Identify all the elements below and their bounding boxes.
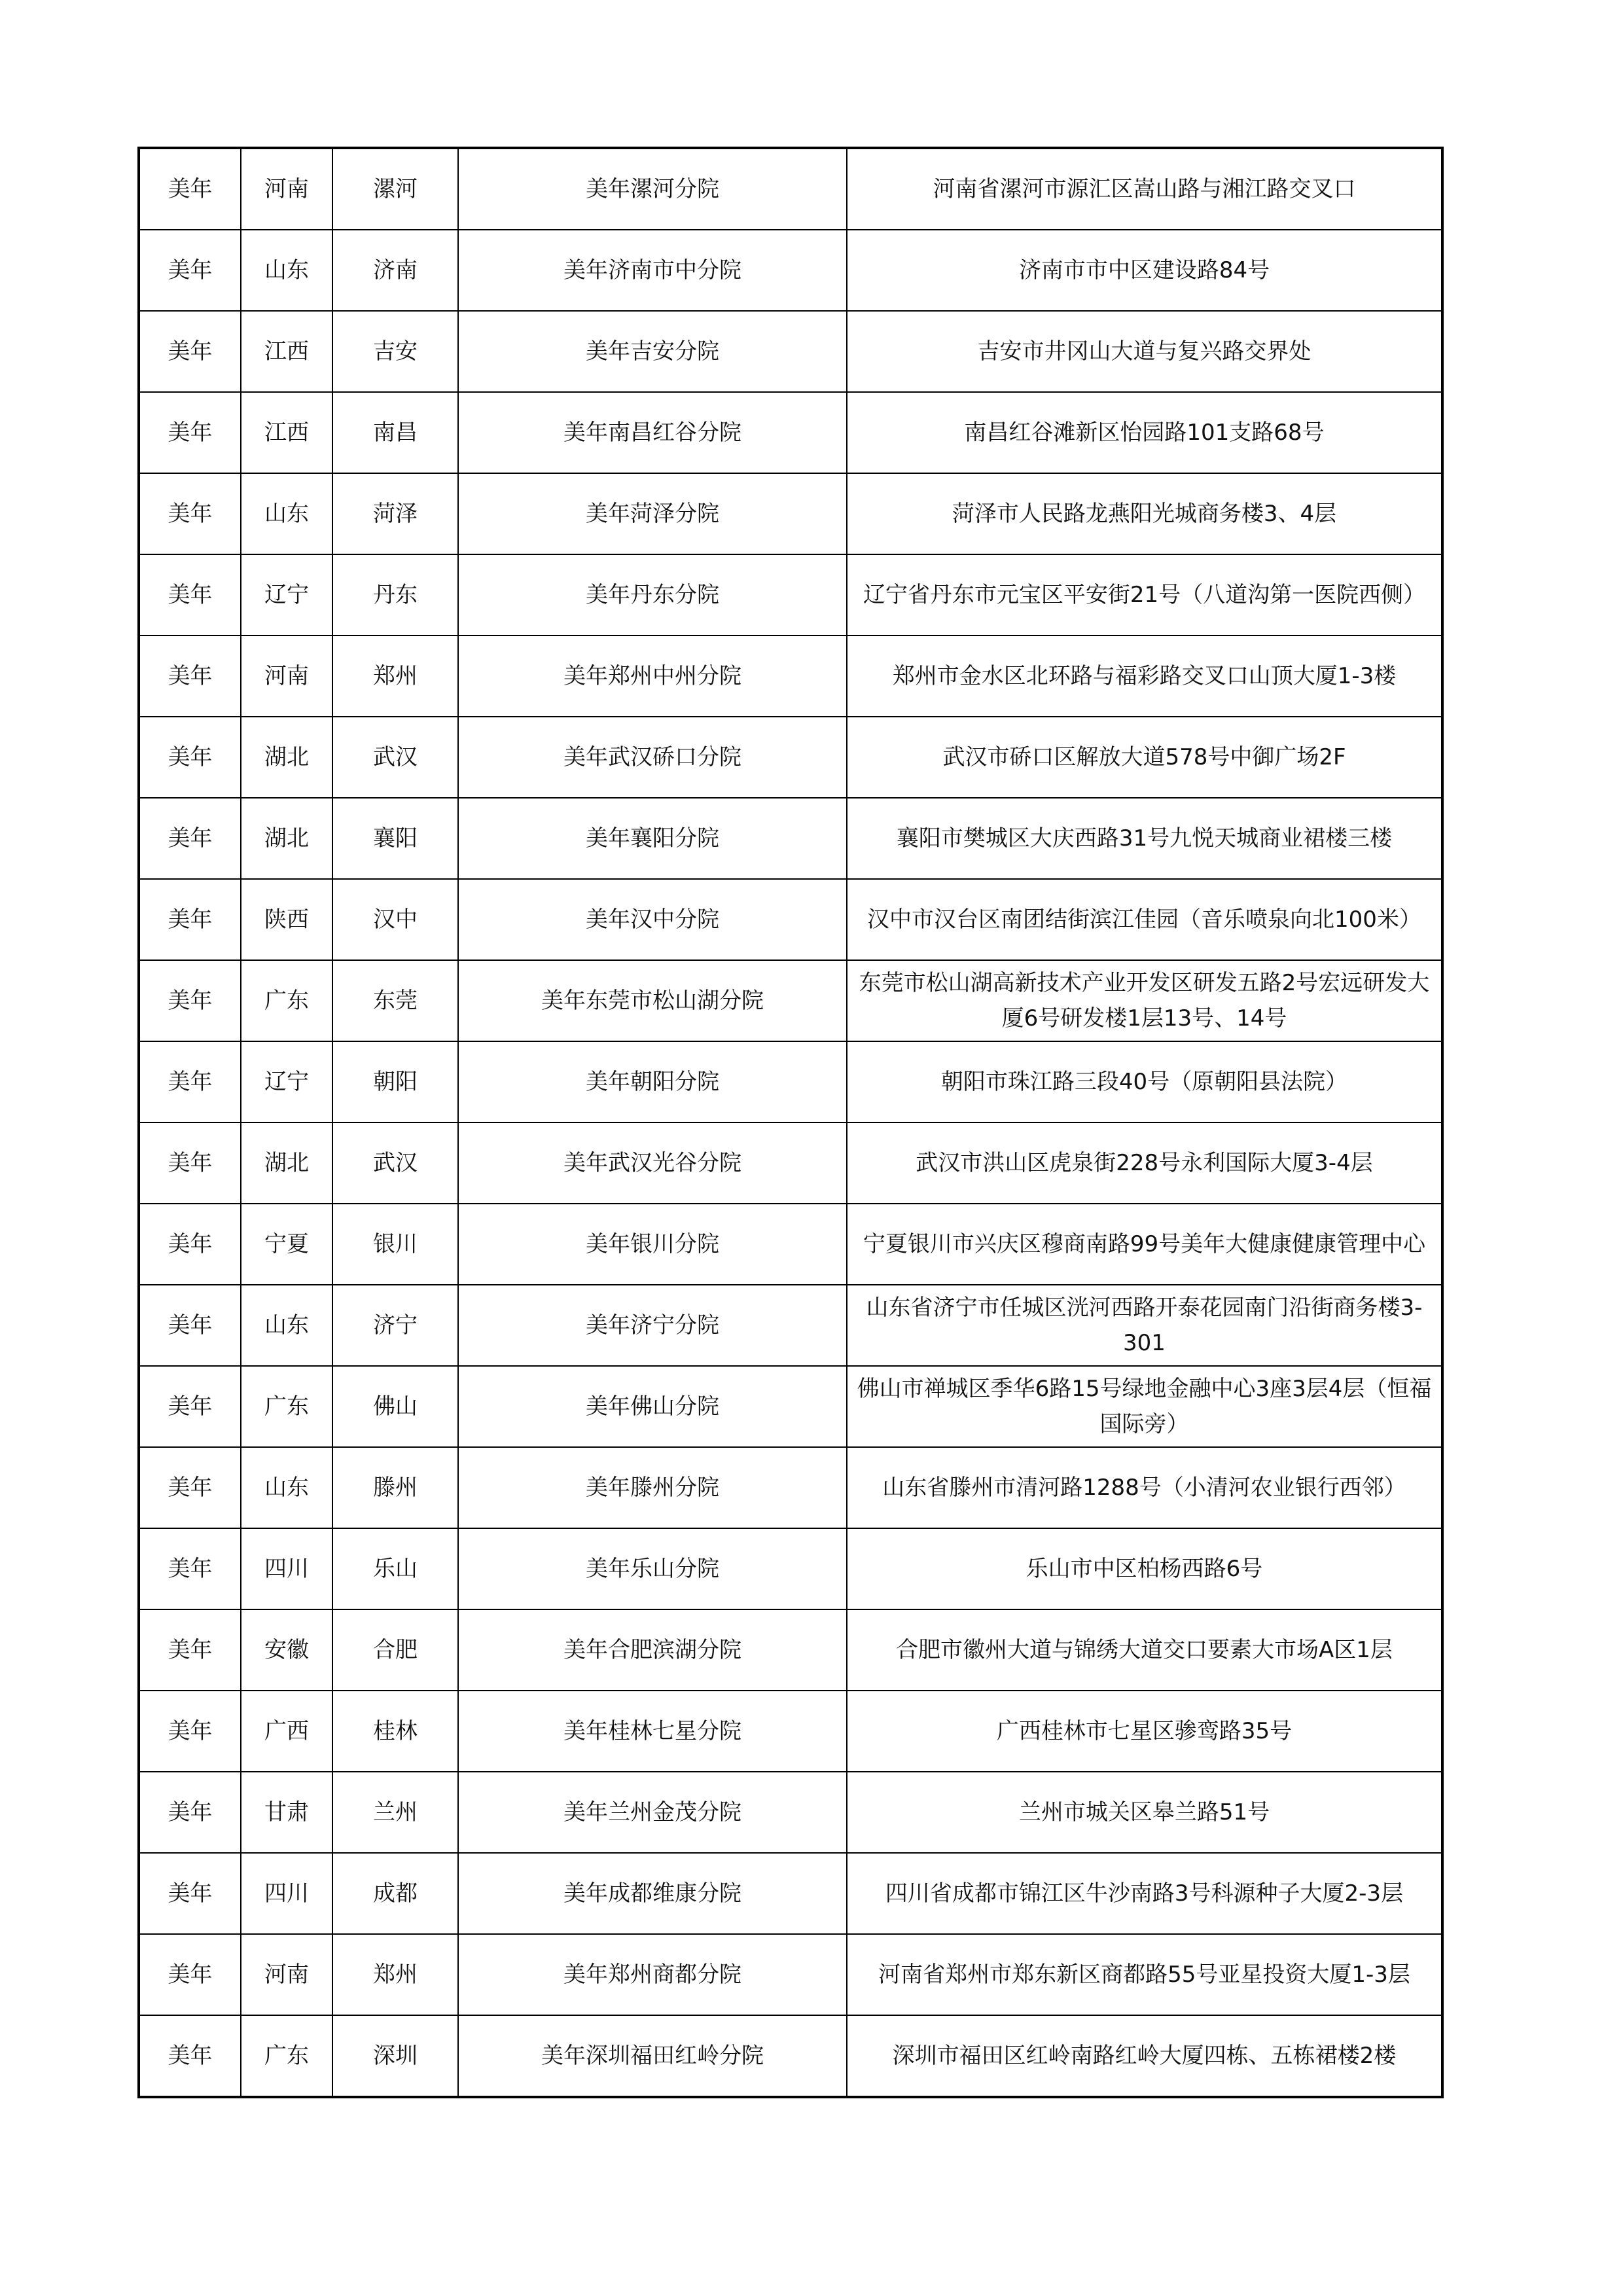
table-row — [139, 1853, 1442, 1934]
province-cell: 广东 — [241, 960, 332, 1041]
province-cell: 江西 — [241, 392, 332, 473]
branch-table-container — [137, 147, 1441, 2098]
branch-name-cell: 美年郑州商都分院 — [458, 1934, 847, 2015]
province-cell: 广西 — [241, 1691, 332, 1772]
table-row — [139, 1528, 1442, 1609]
province-cell: 宁夏 — [241, 1204, 332, 1285]
brand-cell: 美年 — [139, 1528, 241, 1609]
brand-cell: 美年 — [139, 311, 241, 392]
branch-name-cell: 美年银川分院 — [458, 1204, 847, 1285]
branch-name-cell: 美年漯河分院 — [458, 148, 847, 230]
address-cell: 兰州市城关区皋兰路51号 — [847, 1772, 1442, 1853]
branch-name-cell: 美年桂林七星分院 — [458, 1691, 847, 1772]
province-cell: 河南 — [241, 636, 332, 717]
address-cell: 宁夏银川市兴庆区穆商南路99号美年大健康健康管理中心 — [847, 1204, 1442, 1285]
address-cell: 乐山市中区柏杨西路6号 — [847, 1528, 1442, 1609]
brand-cell: 美年 — [139, 1772, 241, 1853]
branch-name-cell: 美年郑州中州分院 — [458, 636, 847, 717]
address-cell: 四川省成都市锦江区牛沙南路3号科源种子大厦2-3层 — [847, 1853, 1442, 1934]
table-row — [139, 1122, 1442, 1204]
table-row — [139, 1934, 1442, 2015]
table-row — [139, 1285, 1442, 1366]
address-cell: 合肥市徽州大道与锦绣大道交口要素大市场A区1层 — [847, 1609, 1442, 1691]
brand-cell: 美年 — [139, 554, 241, 636]
city-cell: 乐山 — [332, 1528, 458, 1609]
address-cell: 山东省滕州市清河路1288号（小清河农业银行西邻） — [847, 1447, 1442, 1528]
province-cell: 广东 — [241, 2015, 332, 2097]
province-cell: 湖北 — [241, 717, 332, 798]
city-cell: 桂林 — [332, 1691, 458, 1772]
branch-name-cell: 美年乐山分院 — [458, 1528, 847, 1609]
table-row — [139, 636, 1442, 717]
province-cell: 江西 — [241, 311, 332, 392]
city-cell: 济宁 — [332, 1285, 458, 1366]
brand-cell: 美年 — [139, 636, 241, 717]
branch-name-cell: 美年武汉光谷分院 — [458, 1122, 847, 1204]
brand-cell: 美年 — [139, 798, 241, 879]
brand-cell: 美年 — [139, 392, 241, 473]
city-cell: 济南 — [332, 230, 458, 311]
address-cell: 郑州市金水区北环路与福彩路交叉口山顶大厦1-3楼 — [847, 636, 1442, 717]
address-cell: 菏泽市人民路龙燕阳光城商务楼3、4层 — [847, 473, 1442, 554]
table-row — [139, 960, 1442, 1041]
address-cell: 朝阳市珠江路三段40号（原朝阳县法院） — [847, 1041, 1442, 1122]
city-cell: 成都 — [332, 1853, 458, 1934]
brand-cell: 美年 — [139, 1447, 241, 1528]
brand-cell: 美年 — [139, 148, 241, 230]
city-cell: 南昌 — [332, 392, 458, 473]
table-row — [139, 554, 1442, 636]
address-cell: 山东省济宁市任城区洸河西路开泰花园南门沿街商务楼3-301 — [847, 1285, 1442, 1366]
brand-cell: 美年 — [139, 717, 241, 798]
branch-table-body — [139, 148, 1442, 2097]
city-cell: 郑州 — [332, 636, 458, 717]
branch-name-cell: 美年济宁分院 — [458, 1285, 847, 1366]
brand-cell: 美年 — [139, 1285, 241, 1366]
province-cell: 安徽 — [241, 1609, 332, 1691]
branch-name-cell: 美年朝阳分院 — [458, 1041, 847, 1122]
table-row — [139, 473, 1442, 554]
city-cell: 深圳 — [332, 2015, 458, 2097]
city-cell: 汉中 — [332, 879, 458, 960]
province-cell: 山东 — [241, 230, 332, 311]
address-cell: 武汉市洪山区虎泉街228号永利国际大厦3-4层 — [847, 1122, 1442, 1204]
province-cell: 河南 — [241, 148, 332, 230]
branch-name-cell: 美年成都维康分院 — [458, 1853, 847, 1934]
table-row — [139, 148, 1442, 230]
city-cell: 合肥 — [332, 1609, 458, 1691]
branch-name-cell: 美年吉安分院 — [458, 311, 847, 392]
branch-name-cell: 美年丹东分院 — [458, 554, 847, 636]
city-cell: 滕州 — [332, 1447, 458, 1528]
table-row — [139, 1609, 1442, 1691]
address-cell: 汉中市汉台区南团结街滨江佳园（音乐喷泉向北100米） — [847, 879, 1442, 960]
city-cell: 吉安 — [332, 311, 458, 392]
address-cell: 襄阳市樊城区大庆西路31号九悦天城商业裙楼三楼 — [847, 798, 1442, 879]
address-cell: 深圳市福田区红岭南路红岭大厦四栋、五栋裙楼2楼 — [847, 2015, 1442, 2097]
address-cell: 佛山市禅城区季华6路15号绿地金融中心3座3层4层（恒福国际旁） — [847, 1366, 1442, 1447]
branch-name-cell: 美年滕州分院 — [458, 1447, 847, 1528]
branch-name-cell: 美年佛山分院 — [458, 1366, 847, 1447]
province-cell: 四川 — [241, 1853, 332, 1934]
table-row — [139, 798, 1442, 879]
table-row — [139, 230, 1442, 311]
branch-name-cell: 美年兰州金茂分院 — [458, 1772, 847, 1853]
table-row — [139, 311, 1442, 392]
brand-cell: 美年 — [139, 1122, 241, 1204]
branch-table — [137, 147, 1444, 2098]
province-cell: 山东 — [241, 1447, 332, 1528]
city-cell: 漯河 — [332, 148, 458, 230]
table-row — [139, 1366, 1442, 1447]
brand-cell: 美年 — [139, 1204, 241, 1285]
city-cell: 菏泽 — [332, 473, 458, 554]
brand-cell: 美年 — [139, 1691, 241, 1772]
brand-cell: 美年 — [139, 1853, 241, 1934]
province-cell: 山东 — [241, 473, 332, 554]
city-cell: 佛山 — [332, 1366, 458, 1447]
address-cell: 河南省郑州市郑东新区商都路55号亚星投资大厦1-3层 — [847, 1934, 1442, 2015]
province-cell: 辽宁 — [241, 1041, 332, 1122]
branch-name-cell: 美年南昌红谷分院 — [458, 392, 847, 473]
province-cell: 山东 — [241, 1285, 332, 1366]
province-cell: 广东 — [241, 1366, 332, 1447]
branch-name-cell: 美年合肥滨湖分院 — [458, 1609, 847, 1691]
city-cell: 兰州 — [332, 1772, 458, 1853]
branch-name-cell: 美年济南市中分院 — [458, 230, 847, 311]
address-cell: 武汉市硚口区解放大道578号中御广场2F — [847, 717, 1442, 798]
table-row — [139, 1691, 1442, 1772]
brand-cell: 美年 — [139, 879, 241, 960]
brand-cell: 美年 — [139, 230, 241, 311]
brand-cell: 美年 — [139, 960, 241, 1041]
brand-cell: 美年 — [139, 1609, 241, 1691]
branch-name-cell: 美年武汉硚口分院 — [458, 717, 847, 798]
table-row — [139, 717, 1442, 798]
address-cell: 济南市市中区建设路84号 — [847, 230, 1442, 311]
province-cell: 湖北 — [241, 798, 332, 879]
province-cell: 湖北 — [241, 1122, 332, 1204]
table-row — [139, 1204, 1442, 1285]
brand-cell: 美年 — [139, 2015, 241, 2097]
city-cell: 丹东 — [332, 554, 458, 636]
table-row — [139, 1447, 1442, 1528]
table-row — [139, 2015, 1442, 2097]
brand-cell: 美年 — [139, 473, 241, 554]
address-cell: 南昌红谷滩新区怡园路101支路68号 — [847, 392, 1442, 473]
city-cell: 襄阳 — [332, 798, 458, 879]
province-cell: 辽宁 — [241, 554, 332, 636]
city-cell: 东莞 — [332, 960, 458, 1041]
address-cell: 河南省漯河市源汇区嵩山路与湘江路交叉口 — [847, 148, 1442, 230]
branch-name-cell: 美年东莞市松山湖分院 — [458, 960, 847, 1041]
province-cell: 甘肃 — [241, 1772, 332, 1853]
city-cell: 武汉 — [332, 1122, 458, 1204]
table-row — [139, 1772, 1442, 1853]
city-cell: 银川 — [332, 1204, 458, 1285]
address-cell: 广西桂林市七星区骖鸾路35号 — [847, 1691, 1442, 1772]
province-cell: 河南 — [241, 1934, 332, 2015]
address-cell: 吉安市井冈山大道与复兴路交界处 — [847, 311, 1442, 392]
branch-name-cell: 美年菏泽分院 — [458, 473, 847, 554]
table-row — [139, 879, 1442, 960]
city-cell: 朝阳 — [332, 1041, 458, 1122]
address-cell: 辽宁省丹东市元宝区平安街21号（八道沟第一医院西侧） — [847, 554, 1442, 636]
branch-name-cell: 美年汉中分院 — [458, 879, 847, 960]
province-cell: 陕西 — [241, 879, 332, 960]
branch-name-cell: 美年深圳福田红岭分院 — [458, 2015, 847, 2097]
city-cell: 武汉 — [332, 717, 458, 798]
branch-name-cell: 美年襄阳分院 — [458, 798, 847, 879]
brand-cell: 美年 — [139, 1041, 241, 1122]
brand-cell: 美年 — [139, 1934, 241, 2015]
brand-cell: 美年 — [139, 1366, 241, 1447]
address-cell: 东莞市松山湖高新技术产业开发区研发五路2号宏远研发大厦6号研发楼1层13号、14号 — [847, 960, 1442, 1041]
province-cell: 四川 — [241, 1528, 332, 1609]
table-row — [139, 1041, 1442, 1122]
city-cell: 郑州 — [332, 1934, 458, 2015]
table-row — [139, 392, 1442, 473]
